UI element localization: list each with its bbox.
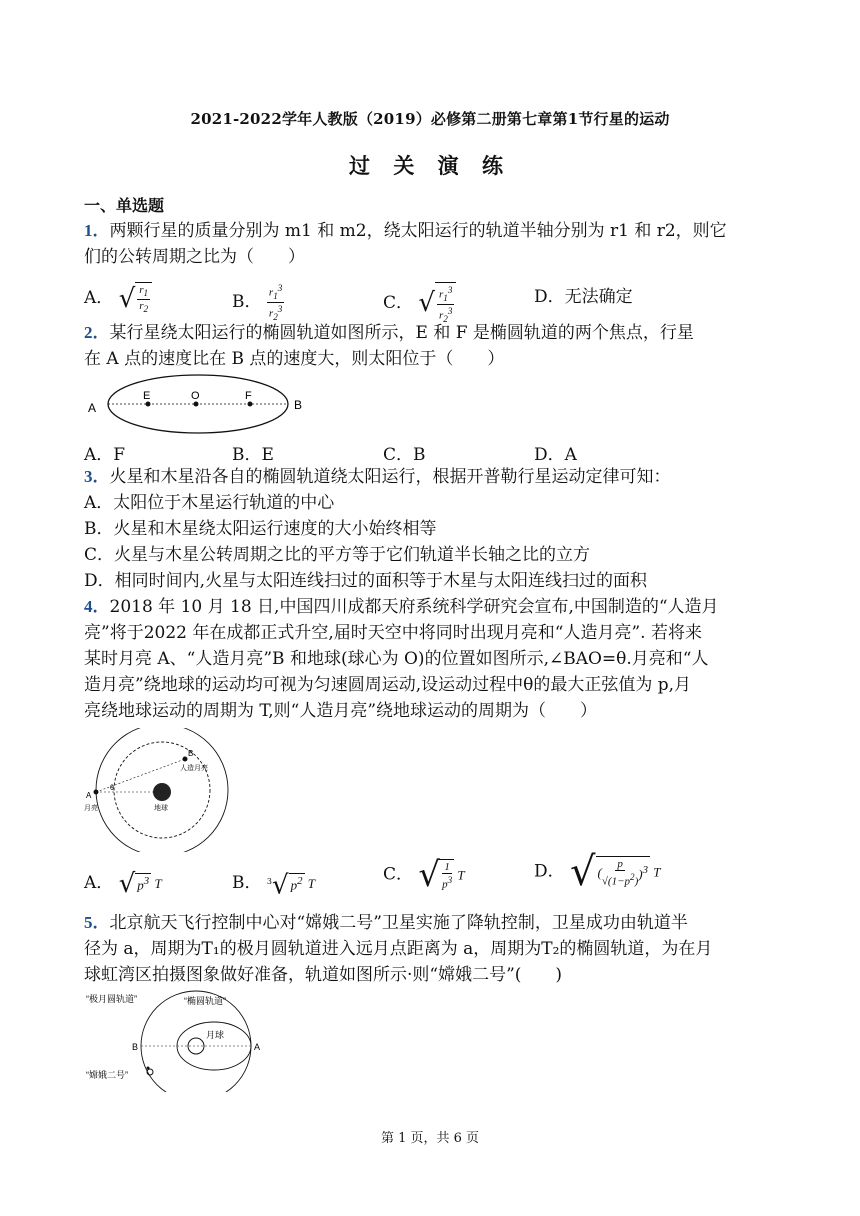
label-a: A (88, 401, 97, 415)
label-b: B (132, 1042, 139, 1052)
label-e: E (143, 390, 151, 402)
q4-option-b: B． $^3$√ $p^2$ T (232, 870, 315, 901)
q2-number: 2． (84, 323, 110, 342)
q1-option-b: B． $\frac{r_1^3}{r_2^3}$ (232, 283, 283, 322)
q2-line2: 在 A 点的速度比在 B 点的速度大，则太阳位于（ ） (84, 349, 505, 369)
label-earth: 地球 (154, 805, 168, 812)
q3-number: 3． (84, 467, 110, 486)
q2-option-c: C．B (383, 445, 426, 465)
q2-line1: 2．某行星绕太阳运行的椭圆轨道如图所示，E 和 F 是椭圆轨道的两个焦点，行星 (84, 323, 694, 343)
q4-line4: 造月亮”绕地球的运动均可视为匀速圆周运动,设运动过程中θ的最大正弦值为 p,月 (84, 675, 692, 695)
q4-line1: 4．2018 年 10 月 18 日,中国四川成都天府系统科学研究会宣布,中国制造的“人造月 (84, 597, 719, 617)
document-title: 2021-2022学年人教版（2019）必修第二册第七章第1节行星的运动 (190, 110, 670, 128)
q4-option-d: D． √ ( $\frac{p}{√(1-p^2)}$ )$^3$ T (534, 849, 661, 895)
q5-number: 5． (84, 913, 110, 932)
label-moon-a: A (86, 791, 92, 800)
label-b: B (294, 398, 303, 412)
ellipse-orbit-figure (84, 371, 314, 437)
label-theta: θ (110, 785, 114, 792)
q1-option-a: A． √ $\frac{r_1}{r_2}$ (84, 282, 152, 315)
label-moon: 月球 (206, 1030, 225, 1040)
q2-option-d: D．A (534, 445, 577, 465)
q1-option-d: D．无法确定 (534, 287, 633, 307)
q3-option-c: C．火星与木星公转周期之比的平方等于它们轨道半长轴之比的立方 (84, 545, 591, 565)
q4-line3: 某时月亮 A、“人造月亮”B 和地球(球心为 O)的位置如图所示,∠BAO=θ.月亮和“人 (84, 649, 709, 669)
q5-line2: 径为 a，周期为T₁的极月圆轨道进入远月点距离为 a，周期为T₂的椭圆轨道，为在月 (84, 939, 713, 959)
label-a: A (254, 1042, 261, 1052)
q4-option-c: C． √ $\frac{1}{p^3}$ T (383, 855, 465, 895)
q3-line1: 3．火星和木星沿各自的椭圆轨道绕太阳运行，根据开普勒行星运动定律可知： (84, 467, 671, 487)
page-footer: 第 1 页，共 6 页 (380, 1131, 480, 1146)
q3-option-a: A．太阳位于木星运行轨道的中心 (84, 493, 335, 513)
q5-line1: 5．北京航天飞行控制中心对“嫦娥二号”卫星实施了降轨控制，卫星成功由轨道半 (84, 913, 688, 933)
formula-r1cubed-r2cubed: $\frac{r_1^3}{r_2^3}$ (268, 283, 283, 322)
moon-orbit-figure (84, 728, 244, 852)
formula-sqrt-r1cubed-r2cubed: √ $\frac{r_1^3}{r_2^3}$ (418, 282, 456, 325)
q4-number: 4． (84, 597, 110, 616)
q2-option-a: A．F (84, 445, 126, 465)
label-polar-orbit: “极月圆轨道” (86, 994, 137, 1004)
label-f: F (245, 390, 252, 402)
q5-line3: 球虹湾区拍摄图象做好准备，轨道如图所示·则“嫦娥二号”( ) (84, 965, 563, 985)
q4-line5: 亮绕地球运动的周期为 T,则“人造月亮”绕地球运动的周期为（ ） (84, 701, 598, 721)
q1-line2: 们的公转周期之比为（ ） (84, 247, 305, 267)
q3-option-d: D．相同时间内,火星与太阳连线扫过的面积等于木星与太阳连线扫过的面积 (84, 571, 648, 591)
q4-option-a: A． √ $p^3$ T (84, 868, 162, 899)
q1-line1: 1．两颗行星的质量分别为 m1 和 m2，绕太阳运行的轨道半轴分别为 r1 和 r2，则它 (84, 221, 727, 241)
label-o: O (191, 390, 200, 402)
label-artificial-moon: 人造月亮 (180, 765, 208, 772)
section-heading: 一、单选题 (84, 196, 165, 215)
q3-option-b: B．火星和木星绕太阳运行速度的大小始终相等 (84, 519, 437, 539)
document-subtitle: 过 关 演 练 (349, 153, 511, 178)
formula-sqrt-r1-r2: √ $\frac{r_1}{r_2}$ (119, 282, 152, 315)
label-change2: “嫦娥二号” (86, 1070, 128, 1080)
label-moon: 月亮 (84, 805, 98, 812)
change2-orbit-figure (84, 988, 274, 1092)
q1-option-c: C． √ $\frac{r_1^3}{r_2^3}$ (383, 282, 456, 325)
q4-line2: 亮”将于2022 年在成都正式升空,届时天空中将同时出现月亮和“人造月亮”. 若将来 (84, 623, 702, 643)
q2-option-b: B．E (232, 445, 274, 465)
label-b: B (188, 749, 194, 758)
label-ellipse-orbit: “椭圆轨道” (184, 996, 226, 1006)
q1-number: 1． (84, 221, 110, 240)
